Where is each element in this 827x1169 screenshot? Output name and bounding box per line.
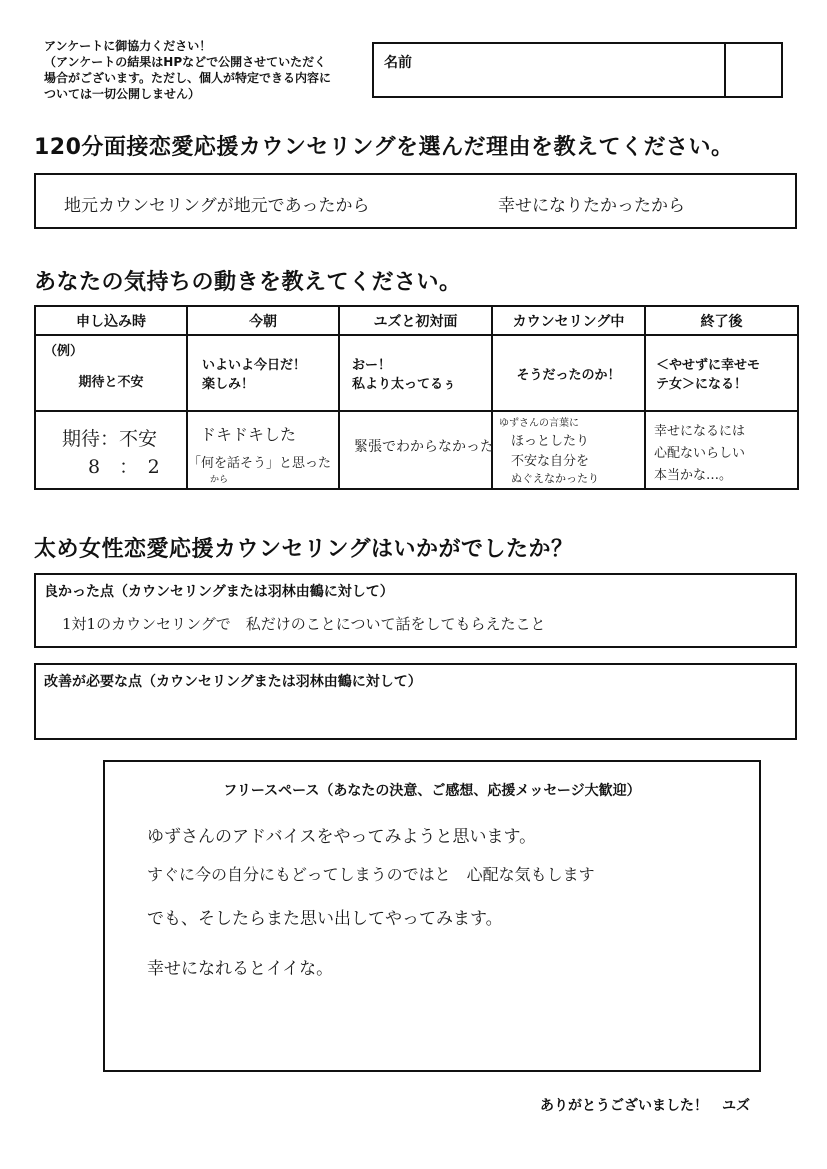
improvement-label: 改善が必要な点（カウンセリングまたは羽林由鶴に対して） <box>44 674 422 690</box>
q1-answer-box[interactable] <box>34 173 797 229</box>
improvement-box[interactable] <box>34 663 797 740</box>
example-cell <box>35 335 187 411</box>
q3-heading: 太め女性恋愛応援カウンセリングはいかがでしたか？ <box>34 537 574 562</box>
q2-heading: あなたの気持ちの動きを教えてください。 <box>34 270 462 295</box>
answer-cell-this-morning[interactable] <box>187 411 339 489</box>
answer-cell-first-meeting[interactable] <box>339 411 492 489</box>
answer-text: ゆずさんの言葉に <box>499 418 579 429</box>
col-header-after: 終了後 <box>645 306 798 335</box>
good-points-answer: 1対1のカウンセリングで 私だけのことについて話をしてもらえたこと <box>62 615 546 633</box>
intro-line: （アンケートの結果はHPなどで公開させていただく <box>44 55 327 69</box>
example-row <box>35 335 798 411</box>
example-text: 期待と不安 <box>78 374 144 390</box>
example-text: おー！ 私より太ってるぅ <box>352 358 457 392</box>
answer-text: 本当かな…。 <box>654 468 733 483</box>
answer-text: 8 ： 2 <box>88 456 160 478</box>
example-tag: （例） <box>44 344 84 359</box>
good-points-label: 良かった点（カウンセリングまたは羽林由鶴に対して） <box>44 584 394 600</box>
intro-line: 場合がございます。ただし、個人が特定できる内容に <box>44 71 332 85</box>
answer-text: 緊張でわからなかった <box>354 439 494 455</box>
intro-line: ついては一切公開しません） <box>44 87 201 101</box>
answer-row <box>35 411 798 489</box>
free-space-box[interactable] <box>103 760 761 1072</box>
answer-text: ドキドキした <box>200 425 297 444</box>
answer-text: から <box>210 475 229 485</box>
answer-text: 「何を話そう」と思った <box>188 456 332 471</box>
q1-heading: 120分面接恋愛応援カウンセリングを選んだ理由を教えてください。 <box>34 135 734 160</box>
q1-answer-reason-2: 幸せになりたかったから <box>498 196 685 216</box>
example-text: ＜やせずに幸せモ テ女＞になる！ <box>656 358 761 392</box>
q1-answer-reason: 地元カウンセリングが地元であったから <box>64 196 370 216</box>
answer-text: 幸せになるには <box>654 424 746 439</box>
col-header-application: 申し込み時 <box>35 306 187 335</box>
answer-text: 心配ないらしい <box>654 446 746 461</box>
answer-text: ぬぐえなかったり <box>511 472 599 485</box>
table-header-row <box>35 306 798 335</box>
example-cell <box>492 335 645 411</box>
feelings-table <box>34 305 799 490</box>
thanks-message: ありがとうございました！ ユズ <box>540 1098 750 1114</box>
answer-text: 期待：不安 <box>62 428 158 450</box>
example-cell <box>187 335 339 411</box>
free-space-line: ゆずさんのアドバイスをやってみようと思います。 <box>147 827 537 847</box>
answer-cell-application[interactable] <box>35 411 187 489</box>
answer-cell-during-counseling[interactable] <box>492 411 645 489</box>
free-space-line: でも、そしたらまた思い出してやってみます。 <box>147 909 503 929</box>
col-header-during-counseling: カウンセリング中 <box>492 306 645 335</box>
example-text: いよいよ今日だ！ 楽しみ！ <box>202 358 307 392</box>
free-space-label: フリースペース（あなたの決意、ご感想、応援メッセージ大歓迎） <box>223 783 641 799</box>
intro-line: アンケートに御協力ください！ <box>44 39 212 53</box>
answer-cell-after[interactable] <box>645 411 798 489</box>
name-divider <box>724 44 726 96</box>
survey-intro <box>44 38 364 102</box>
free-space-line: 幸せになれるとイイな。 <box>147 959 334 979</box>
free-space-line: すぐに今の自分にもどってしまうのではと 心配な気もします <box>147 865 595 884</box>
name-label: 名前 <box>384 55 412 71</box>
good-points-box[interactable] <box>34 573 797 648</box>
answer-text: 不安な自分を <box>511 454 590 469</box>
col-header-this-morning: 今朝 <box>187 306 339 335</box>
example-cell <box>645 335 798 411</box>
example-text: そうだったのか！ <box>516 367 621 383</box>
answer-text: ほっとしたり <box>511 434 590 449</box>
col-header-first-meeting: ユズと初対面 <box>339 306 492 335</box>
name-field[interactable] <box>372 42 783 98</box>
example-cell <box>339 335 492 411</box>
